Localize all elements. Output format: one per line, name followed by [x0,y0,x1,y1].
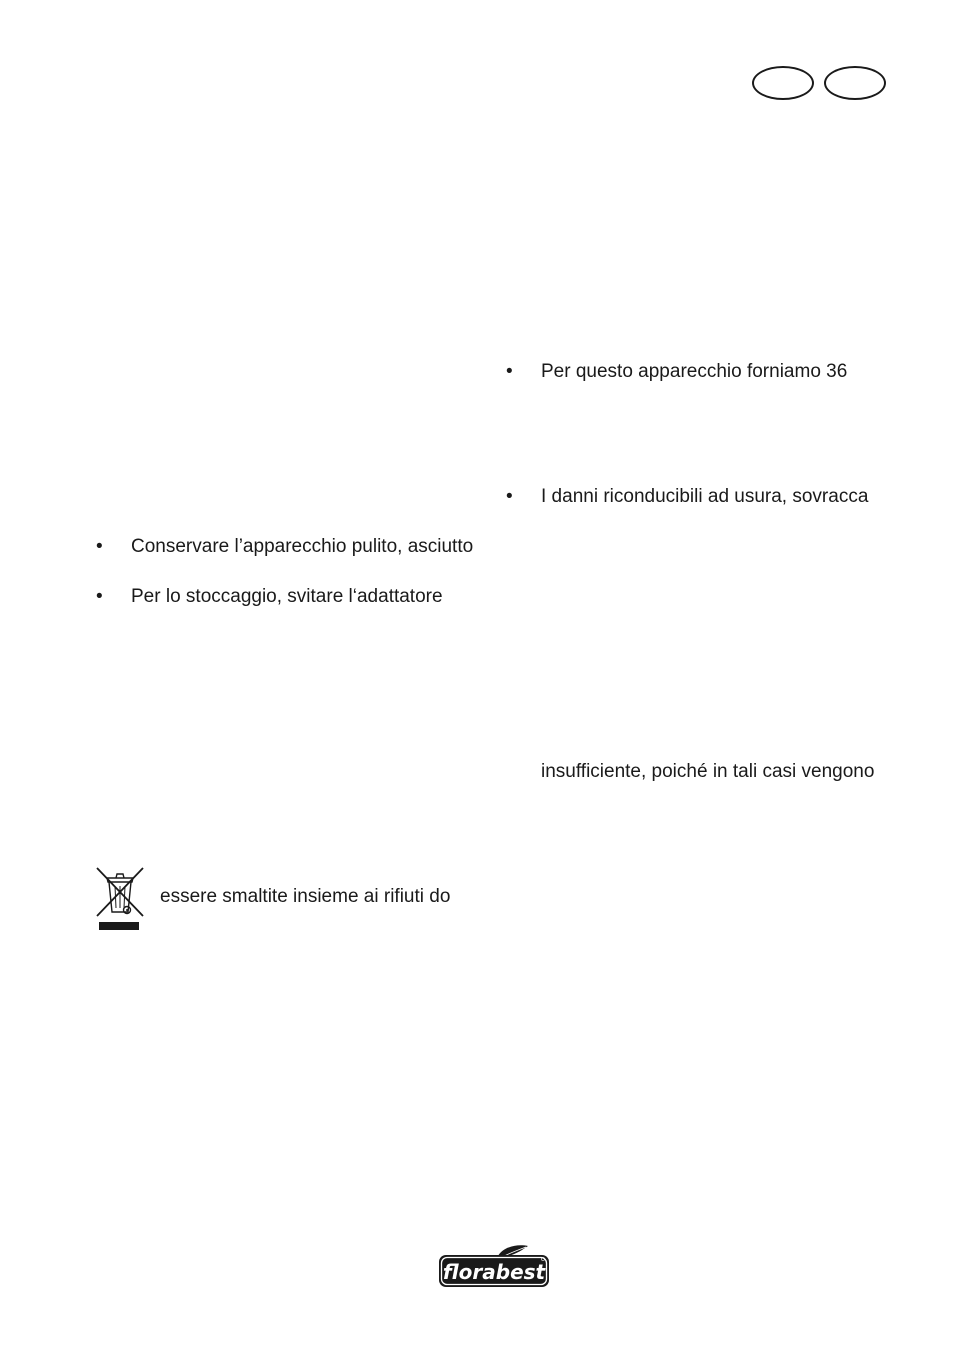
storage-clean-text: Conservare l’apparecchio pulito, asciutto [131,536,474,557]
damage-exclusion-text: I danni riconducibili ad usura, sovracca [541,486,869,507]
storage-adapter-text: Per lo stoccaggio, svitare l‘adattatore [131,586,443,607]
bullet-marker: • [506,486,513,507]
florabest-logo [436,1242,552,1292]
continuation-text: insufficiente, poiché in tali casi vengono [541,761,875,782]
language-badge-right [824,66,886,100]
disposal-text: essere smaltite insieme ai rifiuti do [160,886,451,907]
bullet-marker: • [96,586,103,607]
warranty-period-text: Per questo apparecchio forniamo 36 [541,361,848,382]
bullet-marker: • [506,361,513,382]
language-badge-left [752,66,814,100]
crossed-out-wheelie-bin-icon [94,866,146,932]
bullet-marker: • [96,536,103,557]
brand-name: florabest [442,1260,546,1284]
